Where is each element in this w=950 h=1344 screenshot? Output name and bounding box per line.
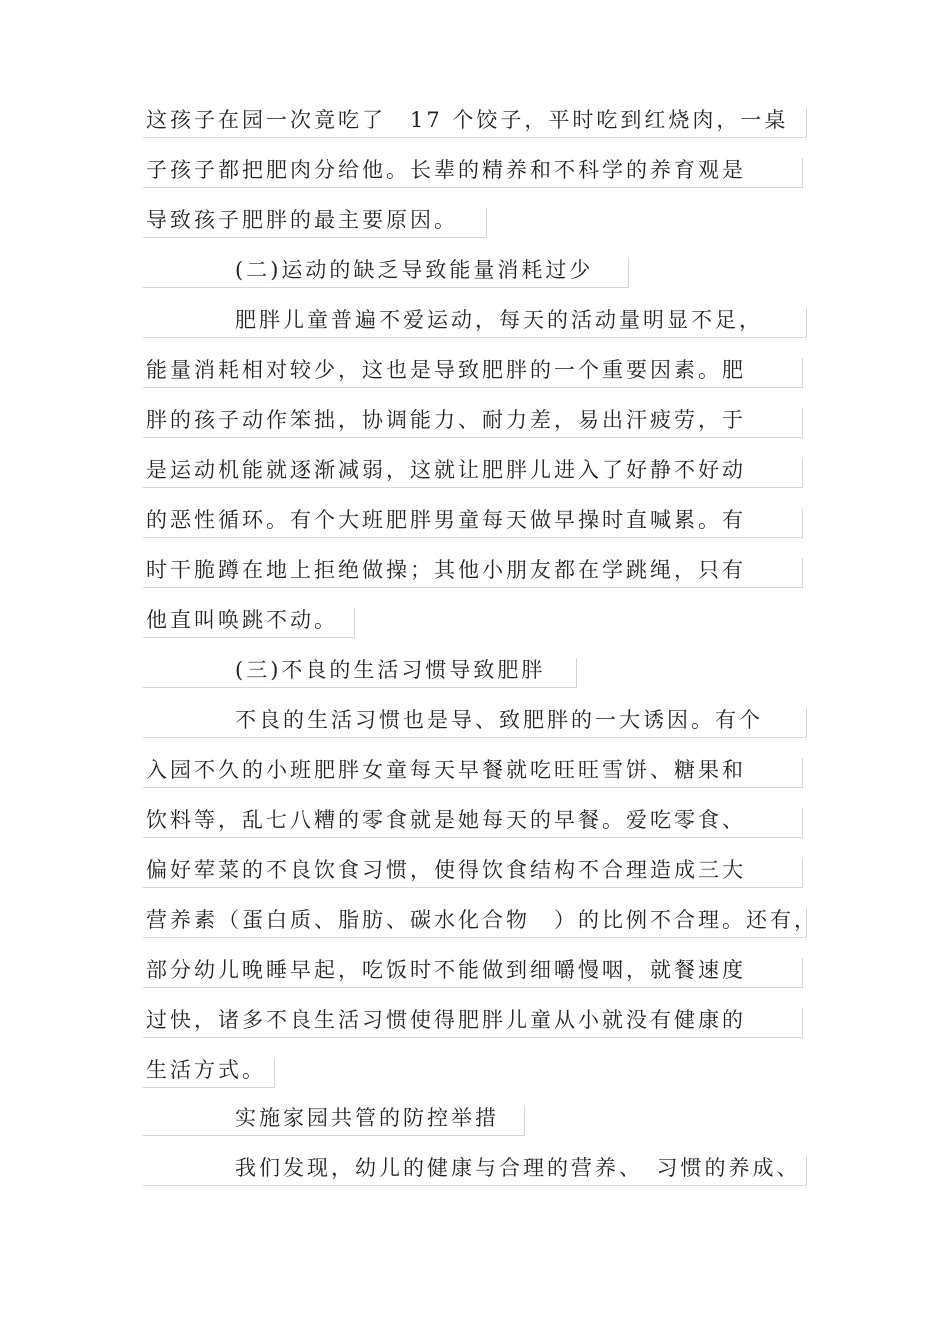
line-text: 这孩子在园一次竟吃了 17 个饺子，平时吃到红烧肉，一桌 xyxy=(146,108,789,132)
section-heading xyxy=(143,658,577,688)
line-text: 过快，诸多不良生活习惯使得肥胖儿童从小就没有健康的 xyxy=(146,1008,746,1032)
text-line xyxy=(143,158,803,188)
line-text: 部分幼儿晚睡早起，吃饭时不能做到细嚼慢咽，就餐速度 xyxy=(146,958,746,982)
text-line xyxy=(143,608,355,638)
text-line xyxy=(143,1008,803,1038)
text-line xyxy=(143,958,803,988)
text-line xyxy=(143,508,803,538)
text-line xyxy=(143,308,807,338)
text-line xyxy=(143,758,803,788)
line-text: 饮料等，乱七八糟的零食就是她每天的早餐。爱吃零食、 xyxy=(146,808,746,832)
line-text: 我们发现，幼儿的健康与合理的营养、 习惯的养成、 xyxy=(235,1156,801,1180)
text-line xyxy=(143,108,807,138)
heading-text: (三)不良的生活习惯导致肥胖 xyxy=(235,658,546,682)
heading-text: 实施家园共管的防控举措 xyxy=(235,1106,499,1130)
line-text: 肥胖儿童普遍不爱运动，每天的活动量明显不足， xyxy=(235,308,763,332)
text-line xyxy=(143,858,803,888)
text-line xyxy=(143,708,807,738)
line-text: 营养素（蛋白质、脂肪、碳水化合物 ）的比例不合理。还有， xyxy=(146,908,818,932)
line-text: 他直叫唤跳不动。 xyxy=(146,608,338,632)
line-text: 生活方式。 xyxy=(146,1058,266,1082)
heading-text: (二)运动的缺乏导致能量消耗过少 xyxy=(235,258,594,282)
line-text: 入园不久的小班肥胖女童每天早餐就吃旺旺雪饼、糖果和 xyxy=(146,758,746,782)
section-heading xyxy=(143,258,629,288)
text-line xyxy=(143,1156,807,1186)
section-heading xyxy=(143,1106,525,1136)
line-text: 是运动机能就逐渐减弱，这就让肥胖儿进入了好静不好动 xyxy=(146,458,746,482)
line-text: 导致孩子肥胖的最主要原因。 xyxy=(146,208,458,232)
text-line xyxy=(143,458,803,488)
line-text: 子孩子都把肥肉分给他。长辈的精养和不科学的养育观是 xyxy=(146,158,746,182)
line-text: 偏好荤菜的不良饮食习惯，使得饮食结构不合理造成三大 xyxy=(146,858,746,882)
text-line xyxy=(143,358,803,388)
text-line xyxy=(143,908,818,938)
line-text: 的恶性循环。有个大班肥胖男童每天做早操时直喊累。有 xyxy=(146,508,746,532)
text-line xyxy=(143,408,803,438)
text-line xyxy=(143,1058,275,1088)
line-text: 胖的孩子动作笨拙，协调能力、耐力差，易出汗疲劳，于 xyxy=(146,408,746,432)
line-text: 不良的生活习惯也是导、致肥胖的一大诱因。有个 xyxy=(235,708,763,732)
text-line xyxy=(143,558,803,588)
text-line xyxy=(143,808,803,838)
text-line xyxy=(143,208,487,238)
line-text: 时干脆蹲在地上拒绝做操；其他小朋友都在学跳绳，只有 xyxy=(146,558,746,582)
line-text: 能量消耗相对较少，这也是导致肥胖的一个重要因素。肥 xyxy=(146,358,746,382)
